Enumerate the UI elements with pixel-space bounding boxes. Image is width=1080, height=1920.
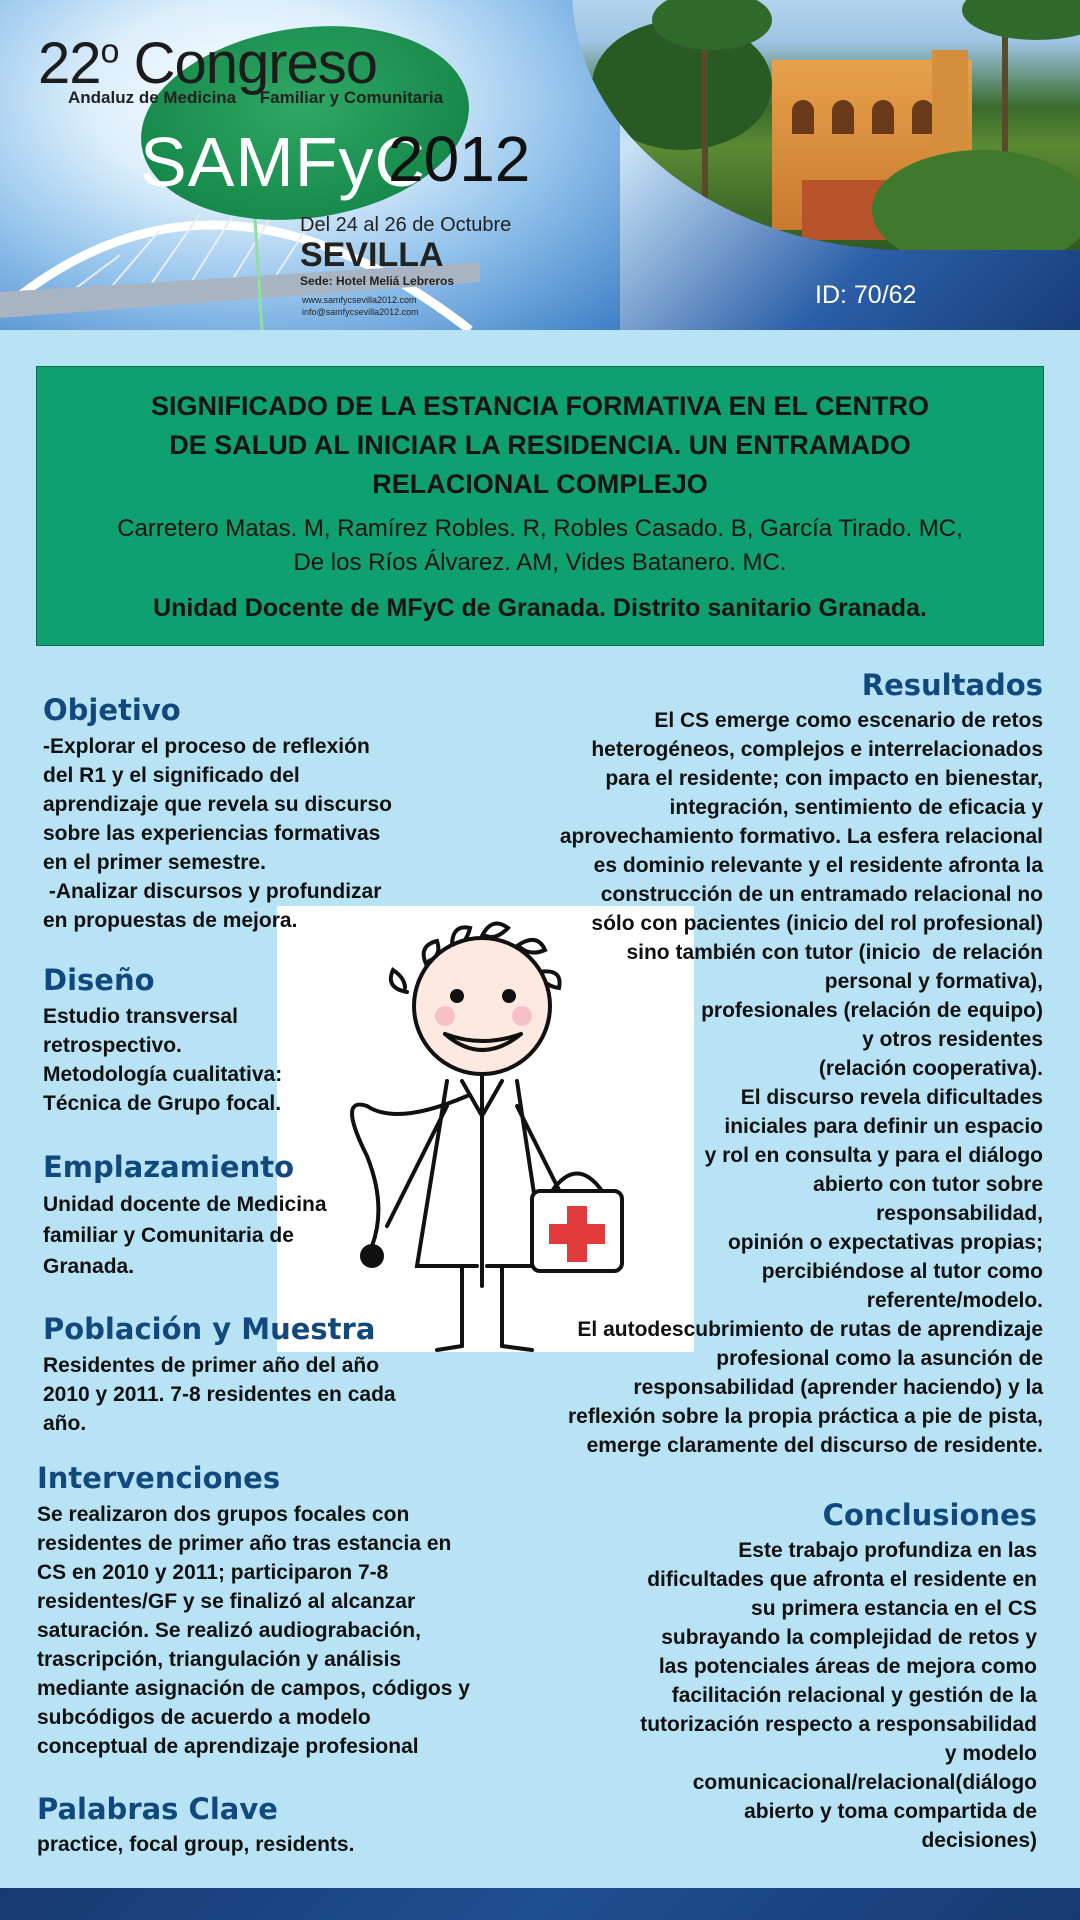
congreso-year: 2012 [388,123,531,195]
poster-id: ID: 70/62 [815,281,917,309]
author-line: De los Ríos Álvarez. AM, Vides Batanero. MC. [293,549,787,576]
heading-diseno: Diseño [43,963,155,997]
objetivo-text: -Explorar el proceso de reflexión del R1 y el significado del aprendizaje que revela su discurso sobre las experiencias formativas en el primer semestre. -Analizar discursos y profundizar en propuestas de mejora. [43,735,392,932]
heading-emplazamiento: Emplazamiento [43,1150,295,1184]
affiliation: Unidad Docente de MFyC de Granada. Distrito sanitario Granada. [153,594,927,622]
poster-title [67,387,1013,504]
brand-logo-text: SAMFyC [140,123,426,201]
poster-header [0,0,1080,330]
palabras-clave-text: practice, focal group, residents. [37,1833,355,1856]
emplazamiento-text: Unidad docente de Medicina familiar y Comunitaria de Granada. [43,1193,327,1278]
author-line: Carretero Matas. M, Ramírez Robles. R, Robles Casado. B, García Tirado. MC, [117,515,963,542]
title-line: SIGNIFICADO DE LA ESTANCIA FORMATIVA EN EL CENTRO [150,391,929,421]
alcazar-photo [572,0,1080,250]
title-line: RELACIONAL COMPLEJO [372,469,708,499]
heading-objetivo: Objetivo [43,693,181,727]
authors [37,512,1043,580]
congreso-title: 22$^o$ Congreso [38,31,378,96]
heading-conclusiones: Conclusiones [822,1498,1037,1532]
title-box [36,366,1044,646]
resultados-text: El CS emerge como escenario de retos heterogéneos, complejos e interrelacionados para el residente; con impacto en bienestar, integración, sentimiento de eficacia y aprovechamiento formativo. La esfera relacional es dominio relevante y el residente afronta la construcción de un entramado relacional no sólo con pacientes (inicio del rol profesional) sino también con tutor (inicio de relación personal y formativa), profesionales (relación de equipo) y otros residentes (relación cooperativa). El discurso revela dificultades iniciales para definir un espacio y rol en consulta y para el diálogo abierto con tutor sobre responsabilidad, opinión o expectativas propias; percibiéndose al tutor como referente/modelo. El autodescubrimiento de rutas de aprendizaje profesional como la asunción de responsabilidad (aprender haciendo) y la reflexión sobre la propia práctica a pie de pista, emerge claramente del discurso de residente. [559,709,1043,1457]
heading-intervenciones: Intervenciones [37,1461,281,1495]
heading-palabras-clave: Palabras Clave [37,1792,278,1826]
congreso-website[interactable]: www.samfycsevilla2012.com [302,295,417,305]
conclusiones-text: Este trabajo profundiza en las dificultades que afronta el residente en su primera estancia en el CS subrayando la complejidad de retos y las potenciales áreas de mejora como facilitación relacional y gestión de la tutorización respecto a responsabilidad y modelo comunicacional/relacional(diálogo abierto y toma compartida de decisiones) [640,1539,1037,1852]
intervenciones-text: Se realizaron dos grupos focales con residentes de primer año tras estancia en CS en 2010 y 2011; participaron 7-8 residentes/GF y se finalizó al alcanzar saturación. Se realizó audiograbación, trascripción, triangulación y análisis mediante asignación de campos, códigos y subcódigos de acuerdo a modelo conceptual de aprendizaje profesional [37,1503,470,1758]
congreso-email[interactable]: info@samfycsevilla2012.com [302,307,419,317]
congreso-venue: Sede: Hotel Meliá Lebreros [300,274,455,288]
poblacion-text: Residentes de primer año del año 2010 y 2011. 7-8 residentes en cada año. [43,1354,396,1435]
diseno-text: Estudio transversal retrospectivo. Metodología cualitativa: Técnica de Grupo focal. [43,1005,283,1115]
congreso-subtitle: Andaluz de Medicina Familiar y Comunitaria [68,88,444,107]
congreso-city: SEVILLA [300,236,444,274]
heading-resultados: Resultados [861,668,1043,702]
footer-band [0,1888,1080,1920]
palm-leaves [962,0,1080,40]
congreso-dates: Del 24 al 26 de Octubre [300,214,512,236]
title-line: DE SALUD AL INICIAR LA RESIDENCIA. UN ENTRAMADO [169,430,911,460]
heading-poblacion: Población y Muestra [43,1312,376,1346]
